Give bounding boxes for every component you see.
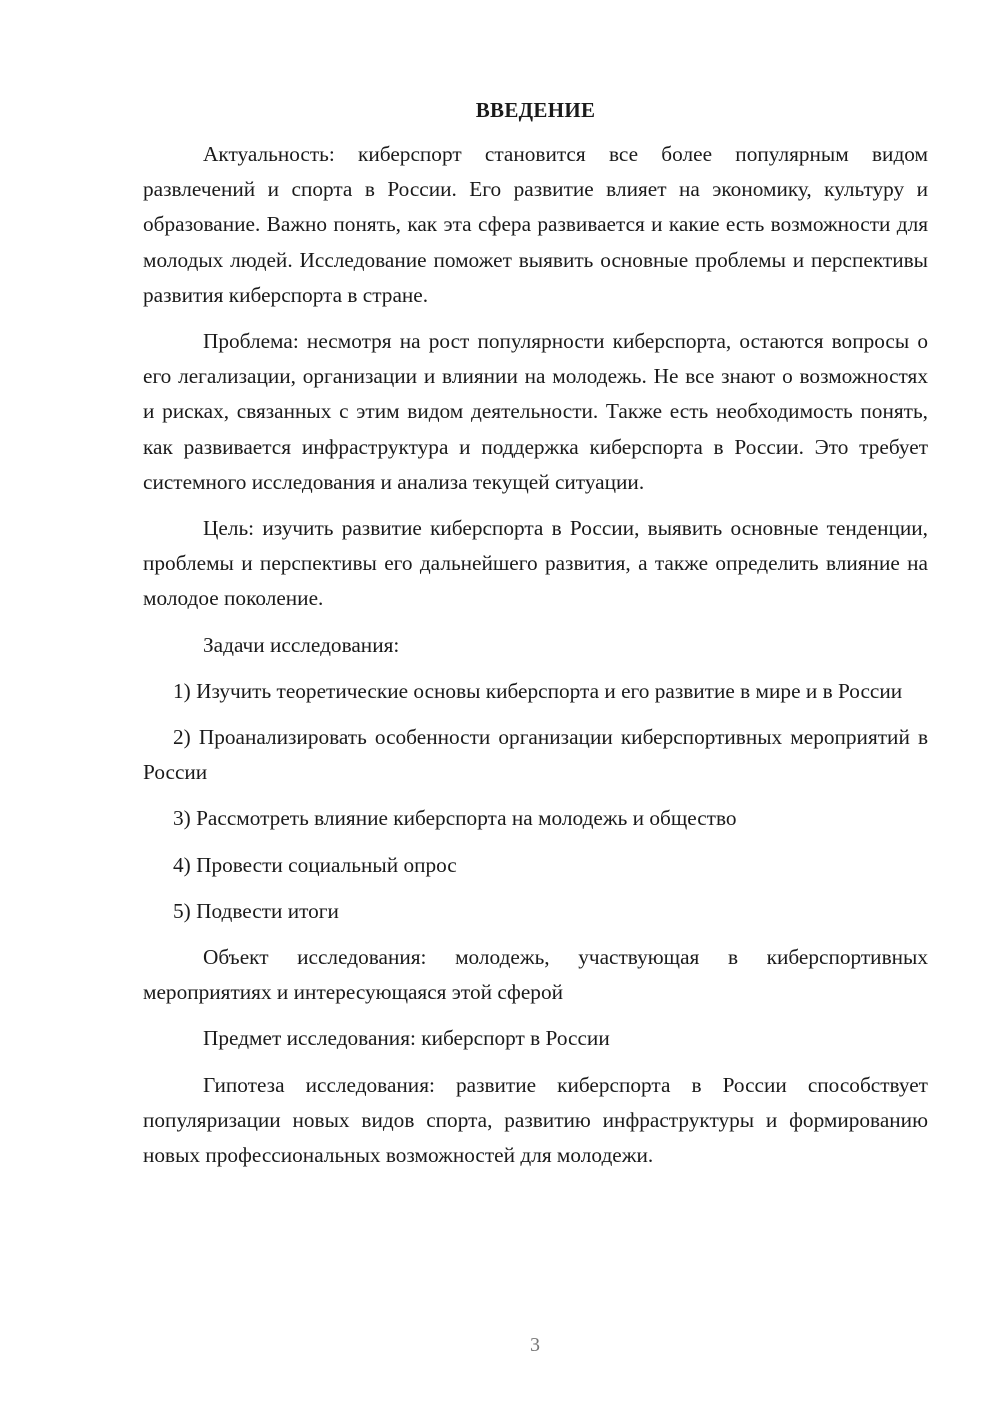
document-page bbox=[143, 94, 928, 1184]
task-item: 5) Подвести итоги bbox=[173, 898, 339, 923]
paragraph-subject: Предмет исследования: киберспорт в России bbox=[203, 1026, 610, 1051]
task-item: 2) Проанализировать особенности организации киберспортивных мероприятий в России bbox=[143, 725, 928, 785]
paragraph-hypothesis: Гипотеза исследования: развитие киберспорта в России способствует популяризации новых видов спорта, развитию инфраструктуры и формированию новых профессиональных возможностей для молодежи. bbox=[143, 1072, 928, 1168]
task-item: 3) Рассмотреть влияние киберспорта на молодежь и общество bbox=[173, 806, 737, 831]
task-item: 1) Изучить теоретические основы киберспорта и его развитие в мире и в России bbox=[173, 678, 903, 703]
paragraph-relevance: Актуальность: киберспорт становится все более популярным видом развлечений и спорта в России. Его развитие влияет на экономику, культуру и образование. Важно понять, как эта сфера развивается и какие есть возможности для молодых людей. Исследование поможет выявить основные проблемы и перспективы развития киберспорта в стране. bbox=[143, 142, 928, 307]
paragraph-tasks-heading: Задачи исследования: bbox=[203, 632, 400, 657]
paragraph-object: Объект исследования: молодежь, участвующая в киберспортивных мероприятиях и интересующаяся этой сферой bbox=[143, 945, 928, 1005]
paragraph-problem: Проблема: несмотря на рост популярности киберспорта, остаются вопросы о его легализации, организации и влиянии на молодежь. Не все знают о возможностях и рисках, связанных с этим видом деятельности. Также есть необходимость понять, как развивается инфраструктура и поддержка киберспорта в России. Это требует системного исследования и анализа текущей ситуации. bbox=[143, 329, 928, 494]
page-number: 3 bbox=[530, 1334, 540, 1356]
task-item: 4) Провести социальный опрос bbox=[173, 852, 457, 877]
paragraph-goal: Цель: изучить развитие киберспорта в России, выявить основные тенденции, проблемы и перспективы его дальнейшего развития, а также определить влияние на молодое поколение. bbox=[143, 516, 928, 611]
page-title: ВВЕДЕНИЕ bbox=[475, 98, 596, 122]
